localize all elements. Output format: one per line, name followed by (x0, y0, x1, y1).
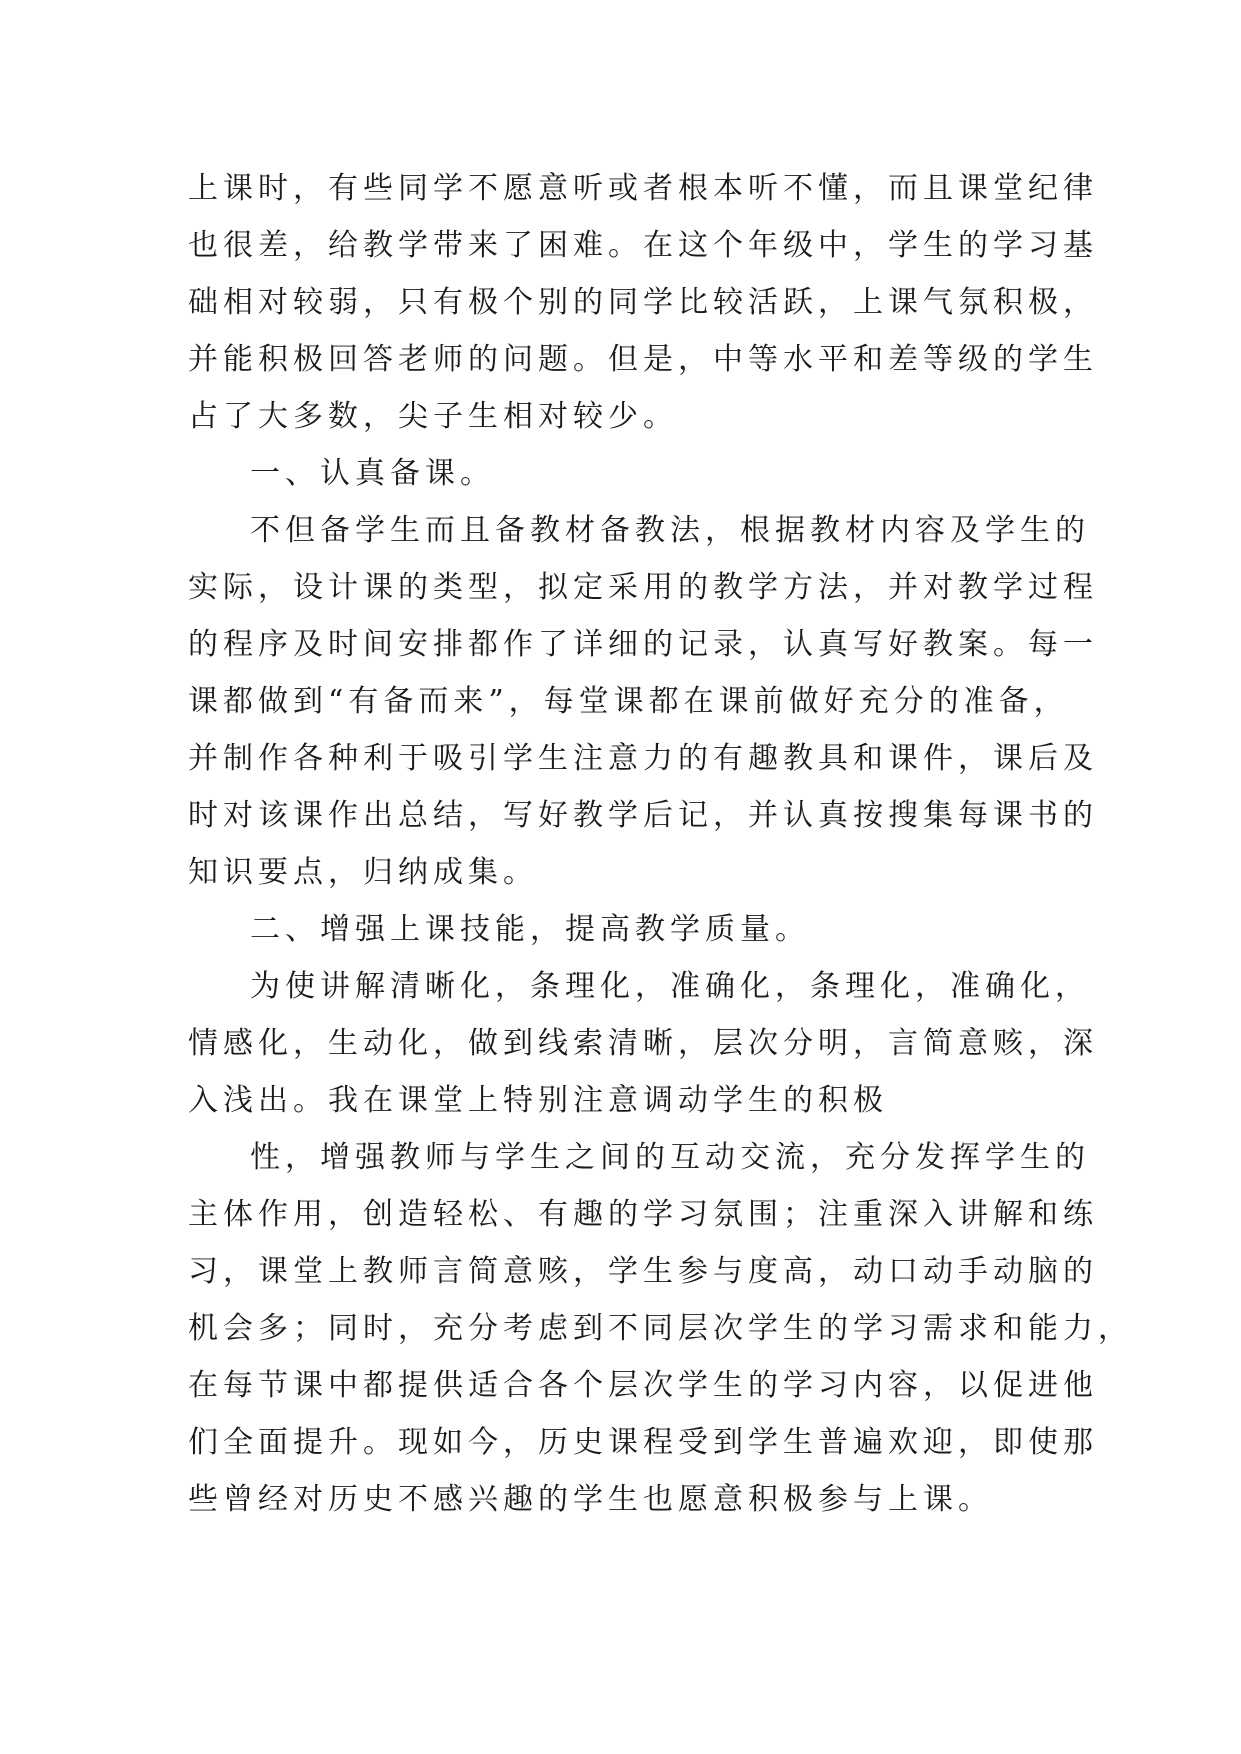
text-line: 也很差，给教学带来了困难。在这个年级中，学生的学习基 (188, 228, 1098, 263)
text-line: 主体作用，创造轻松、有趣的学习氛围；注重深入讲解和练 (188, 1197, 1098, 1232)
text-line: 时对该课作出总结，写好教学后记，并认真按搜集每课书的 (188, 798, 1098, 833)
document-body (188, 160, 1133, 1528)
text-line: 的程序及时间安排都作了详细的记录，认真写好教案。每一 (188, 627, 1098, 662)
text-line: 为使讲解清晰化，条理化，准确化，条理化，准确化， (250, 969, 1090, 1004)
text-line: 上课时，有些同学不愿意听或者根本听不懂，而且课堂纪律 (188, 171, 1098, 206)
text-line: 实际，设计课的类型，拟定采用的教学方法，并对教学过程 (188, 570, 1098, 605)
text-line: 们全面提升。现如今，历史课程受到学生普遍欢迎，即使那 (188, 1425, 1098, 1460)
text-line: 在每节课中都提供适合各个层次学生的学习内容，以促进他 (188, 1368, 1098, 1403)
text-line: 机会多；同时，充分考虑到不同层次学生的学习需求和能力， (188, 1311, 1133, 1346)
section-heading: 一、认真备课。 (250, 456, 495, 491)
text-line: 不但备学生而且备教材备教法，根据教材内容及学生的 (250, 513, 1090, 548)
text-line: 知识要点，归纳成集。 (188, 855, 538, 890)
text-line: 些曾经对历史不感兴趣的学生也愿意积极参与上课。 (188, 1482, 993, 1517)
text-line: 课都做到“有备而来”，每堂课都在课前做好充分的准备， (188, 684, 1069, 719)
text-line: 入浅出。我在课堂上特别注意调动学生的积极 (188, 1083, 888, 1118)
text-line: 并能积极回答老师的问题。但是，中等水平和差等级的学生 (188, 342, 1098, 377)
text-line: 习，课堂上教师言简意赅，学生参与度高，动口动手动脑的 (188, 1254, 1098, 1289)
text-line: 础相对较弱，只有极个别的同学比较活跃，上课气氛积极， (188, 285, 1098, 320)
text-line: 性，增强教师与学生之间的互动交流，充分发挥学生的 (250, 1140, 1090, 1175)
text-line: 占了大多数，尖子生相对较少。 (188, 399, 678, 434)
text-line: 情感化，生动化，做到线索清晰，层次分明，言简意赅，深 (188, 1026, 1098, 1061)
section-heading: 二、增强上课技能，提高教学质量。 (250, 912, 810, 947)
text-line: 并制作各种利于吸引学生注意力的有趣教具和课件，课后及 (188, 741, 1098, 776)
